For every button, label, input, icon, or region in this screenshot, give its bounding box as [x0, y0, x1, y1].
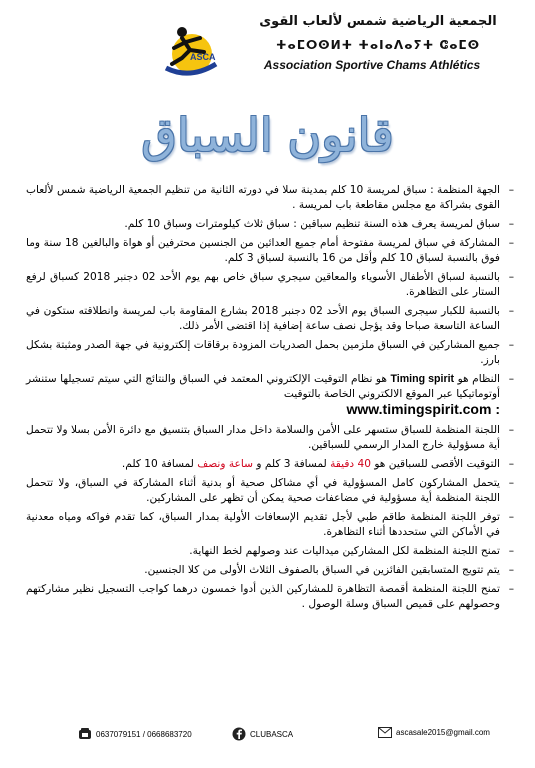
rule-item: – سباق لمريسة يعرف هذه السنة تنظيم سباقين : سباق ثلاث كيلومترات وسباق 10 كلم.: [26, 217, 500, 232]
timing-system-name: Timing spirit: [390, 373, 455, 385]
rule-text: النظام هو: [457, 373, 501, 385]
rule-item: – اللجنة المنظمة للسباق ستسهر على الأمن والسلامة داخل مدار السباق بتنسيق مع دائرة الأمن بسلا ولا تتحمل أية مسؤولية خارج المدار الرسمي للسباقين.: [26, 423, 500, 453]
rule-item: – جميع المشاركين في السباق ملزمين بحمل الصدريات المزودة برقاقات إلكترونية في جهة الصدر ومثبتة بشكل بارز.: [26, 338, 500, 368]
rule-item: – المشاركة في سباق لمريسة مفتوحة أمام جميع العدائين من الجنسين محترفين أو هواة والبالغين 18 سنة وما فوق بالنسبة لسباق 10 كلم وأقل من 16 بالنسبة لسباق 3 كلم.: [26, 236, 500, 266]
club-name-fr: Association Sportive Chams Athlétics: [263, 58, 481, 72]
rule-item-timing: [26, 372, 500, 419]
rule-item: – توفر اللجنة المنظمة طاقم طبي لأجل تقديم الإسعافات الأولية بمدار السباق، كما تقدم فواكه ومياه معدنية في الأماكن التي ستحددها أثناء التظاهرة.: [26, 510, 500, 540]
footer-email: [378, 727, 490, 738]
rule-item: – تمنح اللجنة المنظمة لكل المشاركين ميداليات عند وصولهم لخط النهاية.: [26, 544, 500, 559]
email-address: ascasale2015@gmail.com: [396, 728, 490, 737]
rule-item: – الجهة المنظمة : سباق لمريسة 10 كلم بمدينة سلا في دورته الثانية من تنظيم الجمعية الرياضية شمس لألعاب القوى بشراكة مع مجلس مقاطعة باب لمريسة .: [26, 183, 500, 213]
rule-text: التوقيت الأقصى للسباقين هو: [374, 458, 500, 470]
phone-numbers: 0637079151 / 0668683720: [96, 729, 192, 739]
rule-item: – بالنسبة لسباق الأطفال الأسوياء والمعاقين سيجري سباق خاص بهم يوم الأحد 02 دجنبر 2018 كسباق لرفع الستار على التظاهرة.: [26, 270, 500, 300]
svg-text:ASCA: ASCA: [190, 52, 216, 62]
header: [0, 0, 535, 95]
rule-item: – تمنح اللجنة المنظمة أقمصة التظاهرة للمشاركين الذين أدوا خمسون درهما كواجب التسجيل نظير مشاركتهم وحصولهم على قميص السباق وسلة الوصول .: [26, 582, 500, 612]
footer: [0, 722, 535, 744]
time-limit-10k: ساعة ونصف: [197, 458, 253, 470]
rule-item: – يتحمل المشاركون كامل المسؤولية في أي مشاكل صحية أو بدنية أثناء المشاركة في السباق، ولا تتحمل اللجنة المنظمة أية مسؤولية في مضاعفات صحية يمكن أن تظهر على المشاركين.: [26, 476, 500, 506]
footer-phone: [78, 727, 192, 741]
timing-website-link[interactable]: www.timingspirit.com :: [346, 401, 500, 417]
time-limit-3k: 40 دقيقة: [330, 458, 371, 470]
footer-facebook: [232, 727, 293, 741]
rules-list: [26, 183, 514, 616]
rule-text: هو نظام التوقيت الإلكتروني المعتمد في السباق والنتائج التي سيتم تسجيلها ستنشر أوتوماتيكيا عبر الموقع الالكتروني الخاصة بالتوقيت: [26, 373, 500, 400]
club-name-tifinagh: ⵜⴰⵎⵔⵙⵍⵜ ⵜⴰⵏⴰⴷⴰⵢⵜ ⵛⴰⵎⵙ: [276, 38, 480, 52]
phone-icon: [78, 727, 92, 741]
facebook-icon: [232, 727, 246, 741]
runner-sun-logo: [160, 24, 220, 82]
rule-item: – يتم تتويج المتسابقين الفائزين في السباق بالصفوف الثلاث الأولى من كلا الجنسين.: [26, 563, 500, 578]
page-title: قانون السباق: [141, 108, 394, 162]
rule-text: لمسافة 10 كلم.: [121, 458, 194, 470]
rule-text: لمسافة 3 كلم و: [256, 458, 327, 470]
rule-item: – بالنسبة للكبار سيجرى السباق يوم الأحد 02 دجنبر 2018 بشارع المقاومة باب لمريسة وانطلاقته ستكون في الساعة التاسعة صباحا وقد يؤجل نصف ساعة إضافية إذا اقتضى الأمر ذلك.: [26, 304, 500, 334]
facebook-page-name: CLUBASCA: [250, 729, 294, 739]
club-name-ar: الجمعية الرياضية شمس لألعاب القوى: [259, 14, 497, 29]
email-icon: [378, 727, 392, 738]
rule-item-time-limits: [26, 457, 500, 472]
